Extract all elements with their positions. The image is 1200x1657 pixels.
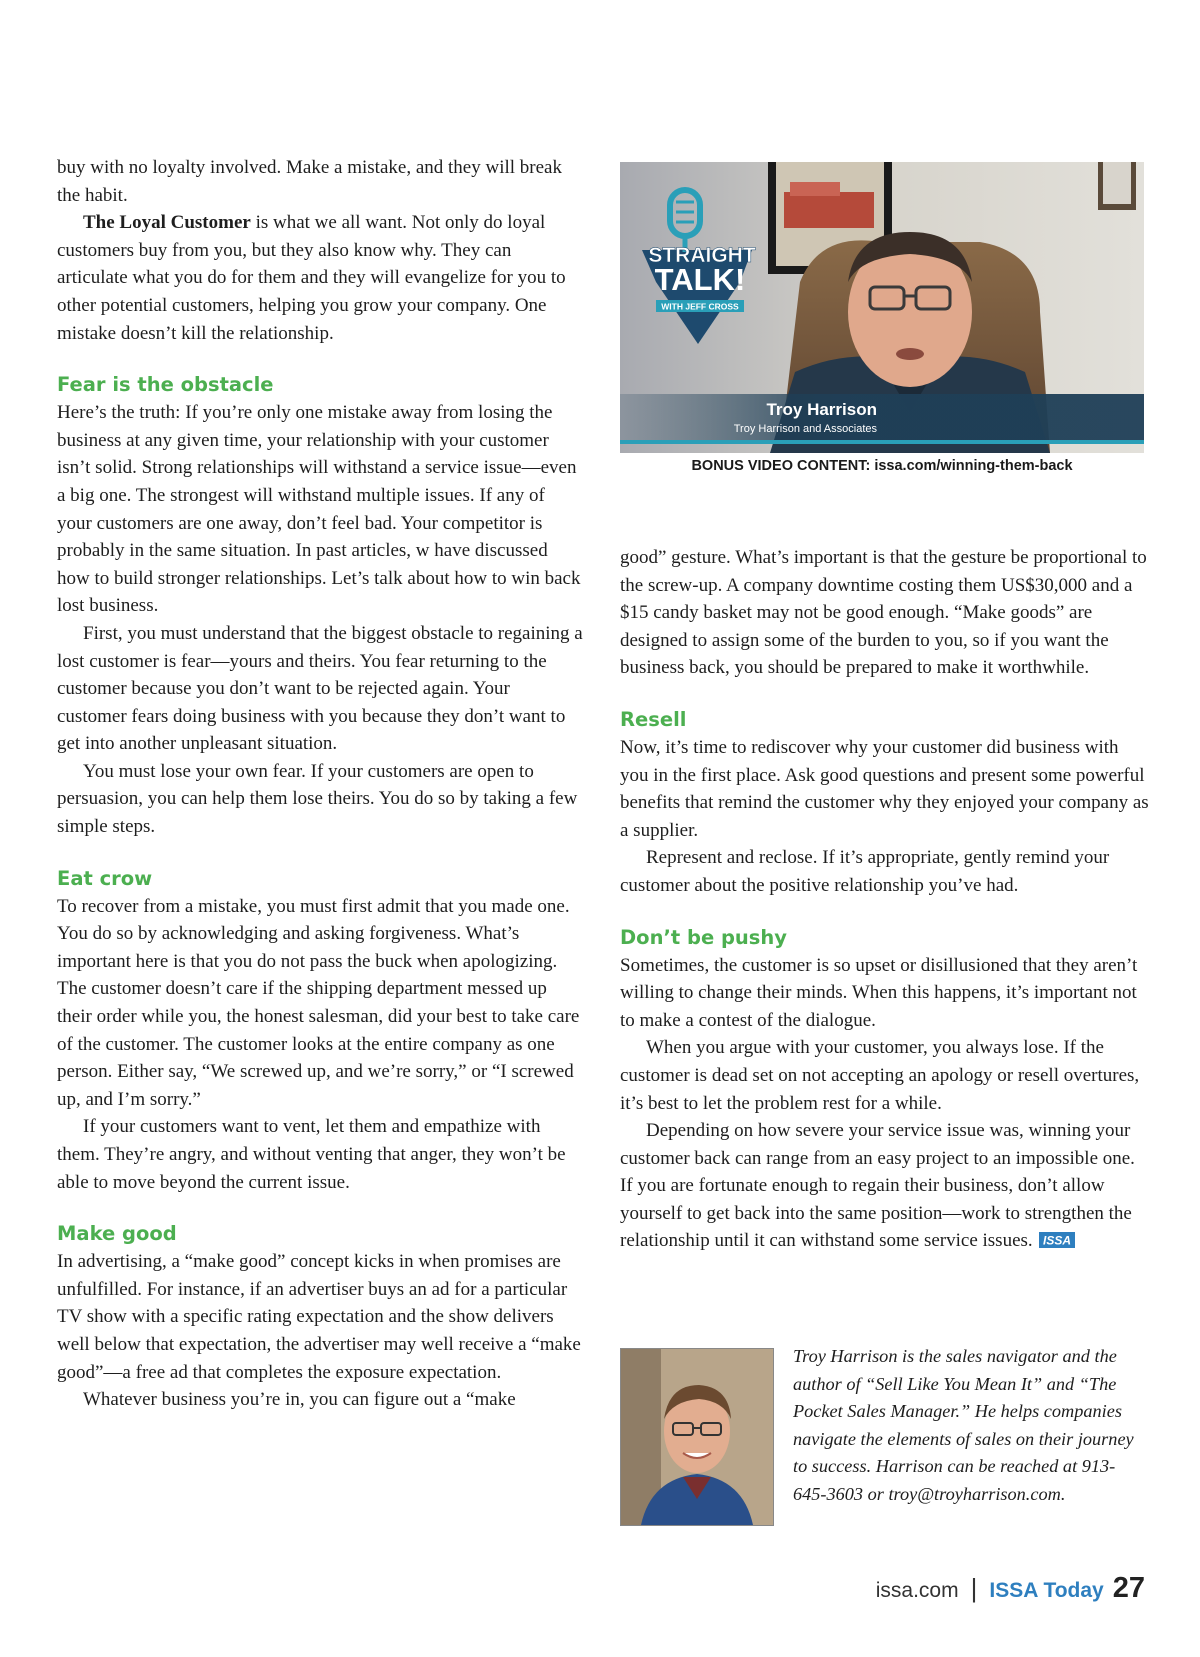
lower-third-name: Troy Harrison — [766, 400, 877, 419]
left-column — [57, 154, 583, 1414]
author-bio: Troy Harrison is the sales navigator and the author of “Sell Like You Mean It” and “The Pocket Sales Manager.” He helps companies navigate the elements of sales on their journey to success. Harrison can be reached at 913-645-3603 or troy@troyharrison.com. — [793, 1346, 1134, 1504]
paragraph: To recover from a mistake, you must first admit that you made one. You do so by acknowledging and asking forgiveness. What’s important here is that you do not pass the buck when apologizing. The customer doesn’t care if the shipping department messed up their order while you, the honest salesman, did your best to take care of the customer. The customer looks at the entire company as one person. Either say, “We screwed up, and we’re sorry,” or “I screwed up, and I’m sorry.” — [57, 895, 580, 1110]
video-caption: BONUS VIDEO CONTENT: issa.com/winning-them-back — [691, 458, 1073, 474]
issa-end-mark-icon — [1039, 1232, 1075, 1248]
paragraph: When you argue with your customer, you always lose. If the customer is dead set on not accepting an apology or resell overtures, it’s best to let the problem rest for a while. — [620, 1037, 1140, 1114]
page-number: 27 — [1112, 1572, 1145, 1604]
bonus-video-still[interactable] — [620, 162, 1144, 453]
paragraph — [57, 209, 583, 347]
logo-with-jeff-cross: WITH JEFF CROSS — [661, 301, 739, 312]
bold-term: The Loyal Customer — [83, 212, 251, 234]
video-frame-illustration — [620, 162, 1144, 453]
author-headshot — [620, 1348, 774, 1526]
section-heading-make-good: Make good — [57, 1222, 177, 1246]
paragraph — [620, 1117, 1150, 1255]
logo-straight: STRAIGHT — [648, 244, 756, 267]
lower-third-company: Troy Harrison and Associates — [733, 423, 877, 435]
paragraph-text: Depending on how severe your service issue was, winning your customer back can range from an easy project to an impossible one. If you are fortunate enough to regain their business, don’t allow yourself to get back into the same position—work to strengthen the relationship until it can withstand some service issues. — [620, 1120, 1135, 1252]
paragraph: First, you must understand that the biggest obstacle to regaining a lost customer is fear—yours and theirs. You fear returning to the customer because you don’t want to be rejected again. Your customer fears doing business with you because they don’t want to get into another unpleasant situation. — [57, 622, 583, 755]
footer-magazine: ISSA Today — [989, 1579, 1104, 1602]
section-heading-eat-crow: Eat crow — [57, 866, 153, 890]
author-headshot-illustration — [621, 1349, 773, 1525]
footer-separator: | — [970, 1573, 978, 1603]
paragraph: good” gesture. What’s important is that the gesture be proportional to the screw-up. A company downtime costing them US$30,000 and a $15 candy basket may not be good enough. “Make goods” are designed to assign some of the burden to you, so if you want the business back, you should be prepared to make it worthwhile. — [620, 547, 1147, 679]
paragraph: Represent and reclose. If it’s appropriate, gently remind your customer about the positive relationship you’ve had. — [620, 847, 1110, 896]
footer-site: issa.com — [875, 1579, 959, 1602]
paragraph: Now, it’s time to rediscover why your customer did business with you in the first place. Ask good questions and present some powerful benefits that remind the customer why they enjoyed your company as a supplier. — [620, 736, 1149, 841]
paragraph: You must lose your own fear. If your customers are open to persuasion, you can help them lose theirs. You do so by taking a few simple steps. — [57, 760, 578, 838]
section-heading-resell: Resell — [620, 707, 687, 731]
page-footer — [876, 1572, 1145, 1612]
paragraph-text: is what we all want. Not only do loyal customers buy from you, but they also know why. They can articulate what you do for them and they will evangelize for you to other potential customers, helping you grow your company. One mistake doesn’t kill the relationship. — [57, 212, 566, 344]
paragraph: If your customers want to vent, let them and empathize with them. They’re angry, and without venting that anger, they won’t be able to move beyond the current issue. — [57, 1116, 566, 1193]
section-heading-dont-be-pushy: Don’t be pushy — [620, 925, 787, 949]
paragraph: Here’s the truth: If you’re only one mistake away from losing the business at any given time, your relationship with your customer isn’t solid. Strong relationships will withstand a service issue—even a big one. The strongest will withstand multiple issues. If any of your customers are one away, don’t feel bad. Your competitor is probably in the same situation. In past articles, w have discussed how to build stronger relationships. Let’s talk about how to win back lost business. — [57, 402, 581, 617]
paragraph: Whatever business you’re in, you can figure out a “make — [83, 1389, 516, 1411]
logo-talk: TALK! — [654, 262, 746, 297]
section-heading-fear: Fear is the obstacle — [57, 373, 274, 397]
right-column — [620, 544, 1150, 1255]
paragraph: buy with no loyalty involved. Make a mistake, and they will break the habit. — [57, 157, 562, 206]
paragraph: Sometimes, the customer is so upset or disillusioned that they aren’t willing to change their minds. When this happens, it’s important not to make a contest of the dialogue. — [620, 954, 1138, 1031]
issa-end-mark-text: ISSA — [1042, 1233, 1071, 1248]
paragraph: In advertising, a “make good” concept kicks in when promises are unfulfilled. For instance, if an advertiser buys an ad for a particular TV show with a specific rating expectation and the show delivers well below that expectation, the advertiser may well receive a “make good”—a free ad that completes the exposure expectation. — [57, 1251, 581, 1383]
